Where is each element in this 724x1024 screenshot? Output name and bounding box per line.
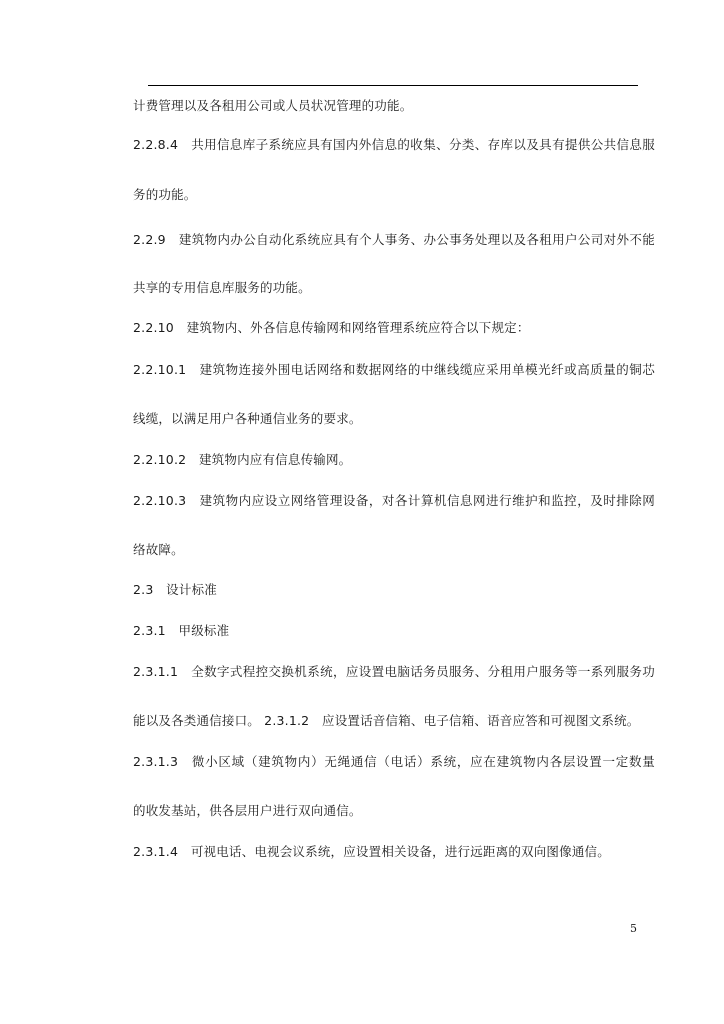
text-line: 2.2.10.3 建筑物内应设立网络管理设备，对各计算机信息网进行维护和监控，及时排除网 — [133, 493, 655, 508]
text-line: 2.2.9 建筑物内办公自动化系统应具有个人事务、办公事务处理以及各租用户公司对外不能 — [133, 232, 655, 247]
text-line: 计费管理以及各租用公司或人员状况管理的功能。 — [133, 98, 413, 113]
text-line: 共享的专用信息库服务的功能。 — [133, 280, 311, 295]
text-line: 2.3.1.4 可视电话、电视会议系统，应设置相关设备，进行远距离的双向图像通信。 — [133, 844, 610, 859]
text-line: 2.2.10.1 建筑物连接外围电话网络和数据网络的中继线缆应采用单模光纤或高质量的铜芯 — [133, 362, 655, 377]
header-rule — [148, 85, 638, 86]
text-line: 2.2.8.4 共用信息库子系统应具有国内外信息的收集、分类、存库以及具有提供公共信息服 — [133, 137, 655, 152]
text-line: 的收发基站，供各层用户进行双向通信。 — [133, 803, 362, 818]
section-heading: 2.3 设计标准 — [133, 582, 217, 597]
text-line: 2.2.10 建筑物内、外各信息传输网和网络管理系统应符合以下规定： — [133, 320, 530, 335]
subsection-heading: 2.3.1 甲级标准 — [133, 623, 230, 638]
text-line: 2.2.10.2 建筑物内应有信息传输网。 — [133, 452, 352, 467]
page-number: 5 — [630, 922, 637, 935]
text-line: 2.3.1.3 微小区域（建筑物内）无绳通信（电话）系统，应在建筑物内各层设置一定数量 — [133, 754, 655, 769]
text-line: 线缆，以满足用户各种通信业务的要求。 — [133, 411, 362, 426]
text-line: 络故障。 — [133, 542, 184, 557]
text-line: 务的功能。 — [133, 187, 197, 202]
text-line: 能以及各类通信接口。 2.3.1.2 应设置话音信箱、电子信箱、语音应答和可视图文系统。 — [133, 713, 640, 728]
text-line: 2.3.1.1 全数字式程控交换机系统，应设置电脑话务员服务、分租用户服务等一系列服务功 — [133, 664, 655, 679]
